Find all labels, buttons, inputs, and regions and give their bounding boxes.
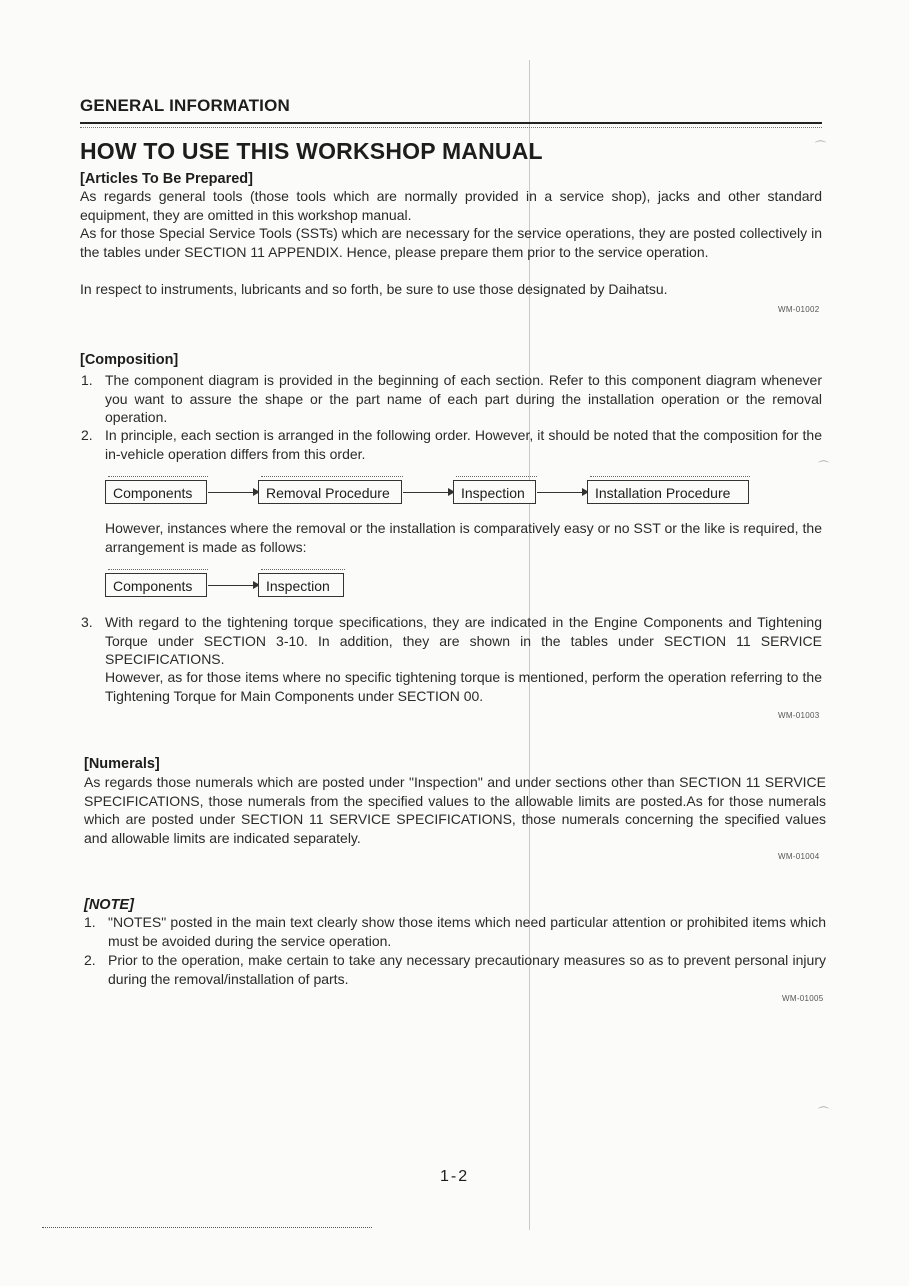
item-number: 2.	[81, 427, 93, 443]
page-number: 1-2	[440, 1168, 470, 1185]
composition-item-3	[81, 613, 822, 669]
bottom-scan-edge	[42, 1227, 372, 1228]
flow-box-components: Components	[105, 573, 207, 597]
composition-item-3-note: However, as for those items where no specific tightening torque is mentioned, perform the operation referring to the Tightening Torque for Main Components under SECTION 00.	[105, 669, 822, 704]
reference-code: WM-01004	[778, 852, 820, 861]
flow-arrow	[208, 585, 258, 586]
flow-box-components: Components	[105, 480, 207, 504]
margin-mark: ⌒	[815, 141, 826, 153]
numerals-paragraph: As regards those numerals which are posted under "Inspection" and under sections other than SECTION 11 SERVICE SPECIFICATIONS, those numerals from the specified values to the allowable limits are posted.As for those numerals which are posted under SECTION 11 SERVICE SPECIFICATIONS, those numerals concerning the specified values and allowable limits are indicated separately.	[84, 774, 826, 846]
composition-item-2	[81, 426, 822, 463]
page-title: HOW TO USE THIS WORKSHOP MANUAL	[80, 138, 543, 164]
header-rule	[80, 122, 822, 124]
flow-box-inspection: Inspection	[453, 480, 536, 504]
composition-item-1	[81, 371, 822, 427]
item-number: 3.	[81, 614, 93, 630]
flow-arrow	[403, 492, 453, 493]
flow-box-installation: Installation Procedure	[587, 480, 749, 504]
margin-mark: ⌒	[818, 1107, 829, 1119]
item-number: 1.	[84, 914, 96, 930]
articles-title: [Articles To Be Prepared]	[80, 171, 253, 187]
articles-paragraph-3: In respect to instruments, lubricants and so forth, be sure to use those designated by Daihatsu.	[80, 281, 668, 297]
section-header: GENERAL INFORMATION	[80, 96, 290, 115]
composition-title: [Composition]	[80, 352, 179, 368]
flow-arrow	[537, 492, 587, 493]
flow-box-inspection: Inspection	[258, 573, 344, 597]
articles-paragraph-1: As regards general tools (those tools which are normally provided in a service shop), jacks and other standard equipment, they are omitted in this workshop manual.	[80, 188, 822, 223]
flow-arrow	[208, 492, 258, 493]
item-text: In principle, each section is arranged in the following order. However, it should be noted that the composition for the in-vehicle operation differs from this order.	[105, 427, 822, 462]
flow-box-removal: Removal Procedure	[258, 480, 402, 504]
reference-code: WM-01005	[782, 994, 824, 1003]
note-title: [NOTE]	[84, 897, 134, 913]
note-item-2	[84, 951, 826, 988]
item-text: "NOTES" posted in the main text clearly show those items which need particular attention or prohibited items which must be avoided during the service operation.	[108, 914, 826, 949]
item-text: The component diagram is provided in the beginning of each section. Refer to this component diagram whenever you want to assure the shape or the part name of each part during the installation operation or the removal operation.	[105, 372, 822, 425]
reference-code: WM-01002	[778, 305, 820, 314]
header-rule-dotted	[80, 127, 822, 128]
item-text: With regard to the tightening torque specifications, they are indicated in the Engine Components and Tightening Torque under SECTION 3-10. In addition, they are shown in the tables under SECTION 11 SERVICE SPECIFICATIONS.	[105, 614, 822, 667]
margin-mark: ⌒	[818, 461, 829, 473]
numerals-title: [Numerals]	[84, 756, 160, 772]
item-number: 1.	[81, 372, 93, 388]
item-text: Prior to the operation, make certain to take any necessary precautionary measures so as to prevent personal injury during the removal/installation of parts.	[108, 952, 826, 987]
note-item-1	[84, 913, 826, 950]
articles-paragraph-2: As for those Special Service Tools (SSTs) which are necessary for the service operations, they are posted collectively in the tables under SECTION 11 APPENDIX. Hence, please prepare them prior to the service operation.	[80, 225, 822, 260]
reference-code: WM-01003	[778, 711, 820, 720]
composition-item-2-note: However, instances where the removal or the installation is comparatively easy or no SST or the like is required, the arrangement is made as follows:	[105, 520, 822, 555]
item-number: 2.	[84, 952, 96, 968]
